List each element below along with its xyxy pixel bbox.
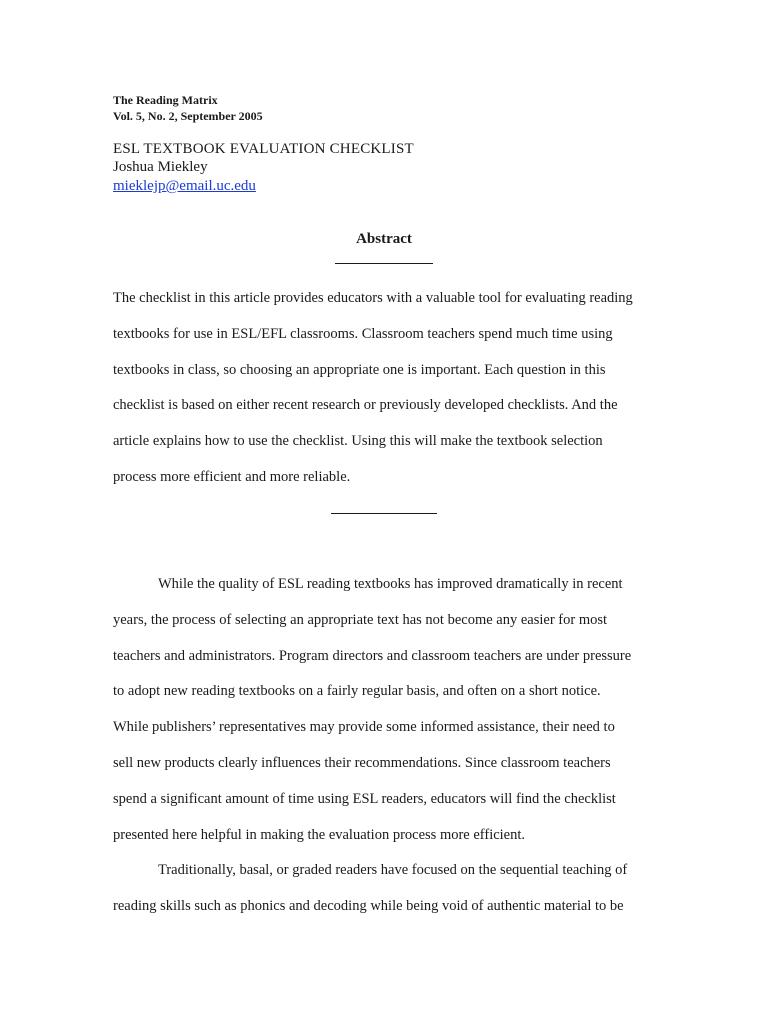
body-text — [113, 567, 673, 925]
article-title: ESL TEXTBOOK EVALUATION CHECKLIST — [113, 141, 414, 157]
body-line: to adopt new reading textbooks on a fairly regular basis, and often on a short notice. — [113, 683, 601, 700]
body-line: While publishers’ representatives may provide some informed assistance, their need to — [113, 719, 615, 736]
body-line: teachers and administrators. Program directors and classroom teachers are under pressure — [113, 647, 632, 664]
abstract-heading: Abstract — [356, 231, 412, 247]
abstract-line: article explains how to use the checklist. Using this will make the textbook selection — [113, 433, 603, 450]
body-line: Traditionally, basal, or graded readers have focused on the sequential teaching of — [158, 862, 628, 879]
abstract-line: textbooks in class, so choosing an appropriate one is important. Each question in this — [113, 361, 606, 378]
body-line: spend a significant amount of time using ESL readers, educators will find the checklist — [113, 790, 616, 807]
abstract-top-divider — [335, 263, 433, 264]
journal-header — [113, 92, 263, 124]
body-line: presented here helpful in making the evaluation process more efficient. — [113, 826, 526, 843]
body-line: sell new products clearly influences their recommendations. Since classroom teachers — [113, 754, 611, 771]
abstract-paragraph — [113, 281, 673, 496]
abstract-line: checklist is based on either recent research or previously developed checklists. And the — [113, 397, 618, 414]
body-line: While the quality of ESL reading textbooks has improved dramatically in recent — [158, 576, 623, 592]
abstract-bottom-divider — [331, 513, 437, 514]
abstract-line: The checklist in this article provides educators with a valuable tool for evaluating reading — [113, 290, 633, 306]
abstract-line: process more efficient and more reliable. — [113, 468, 351, 485]
journal-issue: Vol. 5, No. 2, September 2005 — [113, 109, 263, 123]
author-name: Joshua Miekley — [113, 159, 208, 175]
author-email-link[interactable]: mieklejp@email.uc.edu — [113, 178, 256, 194]
body-line: years, the process of selecting an appropriate text has not become any easier for most — [113, 611, 608, 628]
journal-name: The Reading Matrix — [113, 93, 218, 107]
body-line: reading skills such as phonics and decoding while being void of authentic material to be — [113, 898, 624, 915]
abstract-line: textbooks for use in ESL/EFL classrooms. Classroom teachers spend much time using — [113, 325, 613, 342]
